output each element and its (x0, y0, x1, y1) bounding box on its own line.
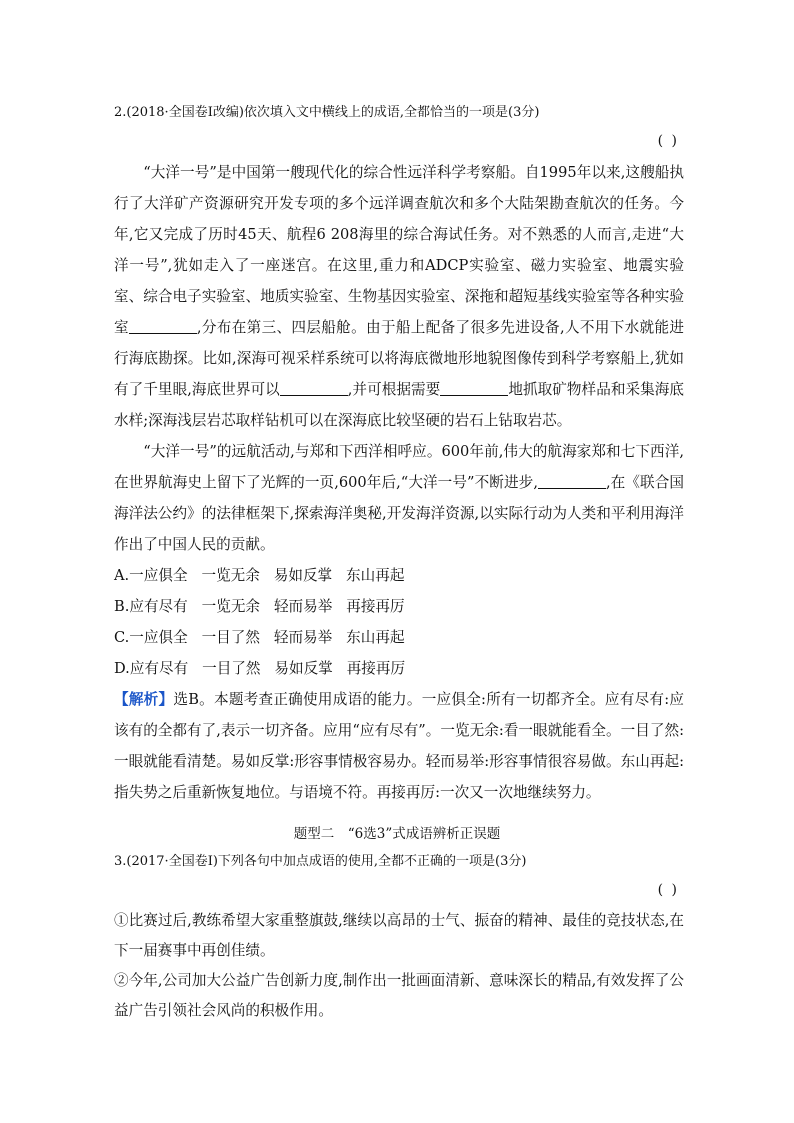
option-b: B.应有尽有 一览无余 轻而易举 再接再厉 (114, 598, 405, 615)
analysis-text: 选B。本题考查正确使用成语的能力。一应俱全:所有一切都齐全。应有尽有:应该有的全都有了,表示一切齐备。应用“应有尽有”。一览无余:看一眼就能看全。一目了然:一眼就能看清楚。易如反掌:形容事情极容易办。轻而易举:形容事情很容易做。东山再起:指失势之后重新恢复地位。与语境不符。再接再厉:一次又一次地继续努力。 (114, 691, 684, 801)
paragraph-text: 地抓取矿物样品和采集海底水样;深海浅层岩芯取样钻机可以在深海底比较坚硬的岩石上钻取岩芯。 (114, 381, 684, 429)
q2-stem: 2.(2018·全国卷Ⅰ改编)依次填入文中横线上的成语,全都恰当的一项是(3分) (114, 105, 540, 120)
analysis (114, 684, 684, 808)
blank-3 (440, 380, 508, 396)
q3-item-1: ①比赛过后,教练希望大家重整旗鼓,继续以高昂的士气、振奋的精神、最佳的竞技状态,在下一届赛事中再创佳绩。 (114, 912, 684, 959)
analysis-tag: 【解析】 (114, 691, 174, 708)
option-c: C.一应俱全 一目了然 轻而易举 东山再起 (114, 629, 405, 646)
paragraph-text: “大洋一号”的远航活动,与郑和下西洋相呼应。600年前,伟大的航海家郑和七下西洋,在世界航海史上留下了光辉的一页,600年后,“大洋一号”不断进步, (114, 443, 684, 491)
q3-items (114, 906, 684, 1026)
paragraph-text: ,分布在第三、四层船舱。由于船上配备了很多先进设备,人不用下水就能进行海底勘探。比如,深海可视采样系统可以将海底微地形地貌图像传到科学考察船上,犹如有了千里眼,海底世界可以 (114, 319, 684, 398)
paragraph-text: ,在《联合国海洋法公约》的法律框架下,探索海洋奥秘,开发海洋资源,以实际行动为人类和平利用海洋作出了中国人民的贡献。 (114, 474, 684, 553)
paragraph-text: ,并可根据需要 (347, 381, 441, 398)
q3-item-2: ②今年,公司加大公益广告创新力度,制作出一批画面清新、意味深长的精品,有效发挥了公益广告引领社会风尚的积极作用。 (114, 972, 684, 1019)
option-a: A.一应俱全 一览无余 易如反掌 东山再起 (114, 567, 405, 584)
section-title: 题型二 “6选3”式成语辨析正误题 (293, 826, 501, 842)
passage-paragraph-1 (114, 157, 684, 436)
paragraph-text: “大洋一号”是中国第一艘现代化的综合性远洋科学考察船。自1995年以来,这艘船执行了大洋矿产资源研究开发专项的多个远洋调查航次和多个大陆架勘查航次的任务。今年,它又完成了历时45天、航程6 208海里的综合海试任务。对不熟悉的人而言,走进“大洋一号”,犹如走入了一座迷宫。在这里,重力和ADCP实验室、磁力实验室、地震实验室、综合电子实验室、地质实验室、生物基因实验室、深拖和超短基线实验室等各种实验室 (114, 164, 684, 336)
passage-paragraph-2 (114, 436, 684, 560)
q3-answer-paren: ( ) (657, 882, 679, 898)
q2-answer-paren: ( ) (657, 133, 679, 149)
blank-1 (129, 318, 197, 334)
q3-stem: 3.(2017·全国卷Ⅰ)下列各句中加点成语的使用,全都不正确的一项是(3分) (114, 854, 527, 869)
blank-2 (280, 380, 348, 396)
option-d: D.应有尽有 一目了然 易如反掌 再接再厉 (114, 660, 406, 677)
blank-4 (538, 473, 606, 489)
q2-passage (114, 157, 684, 808)
